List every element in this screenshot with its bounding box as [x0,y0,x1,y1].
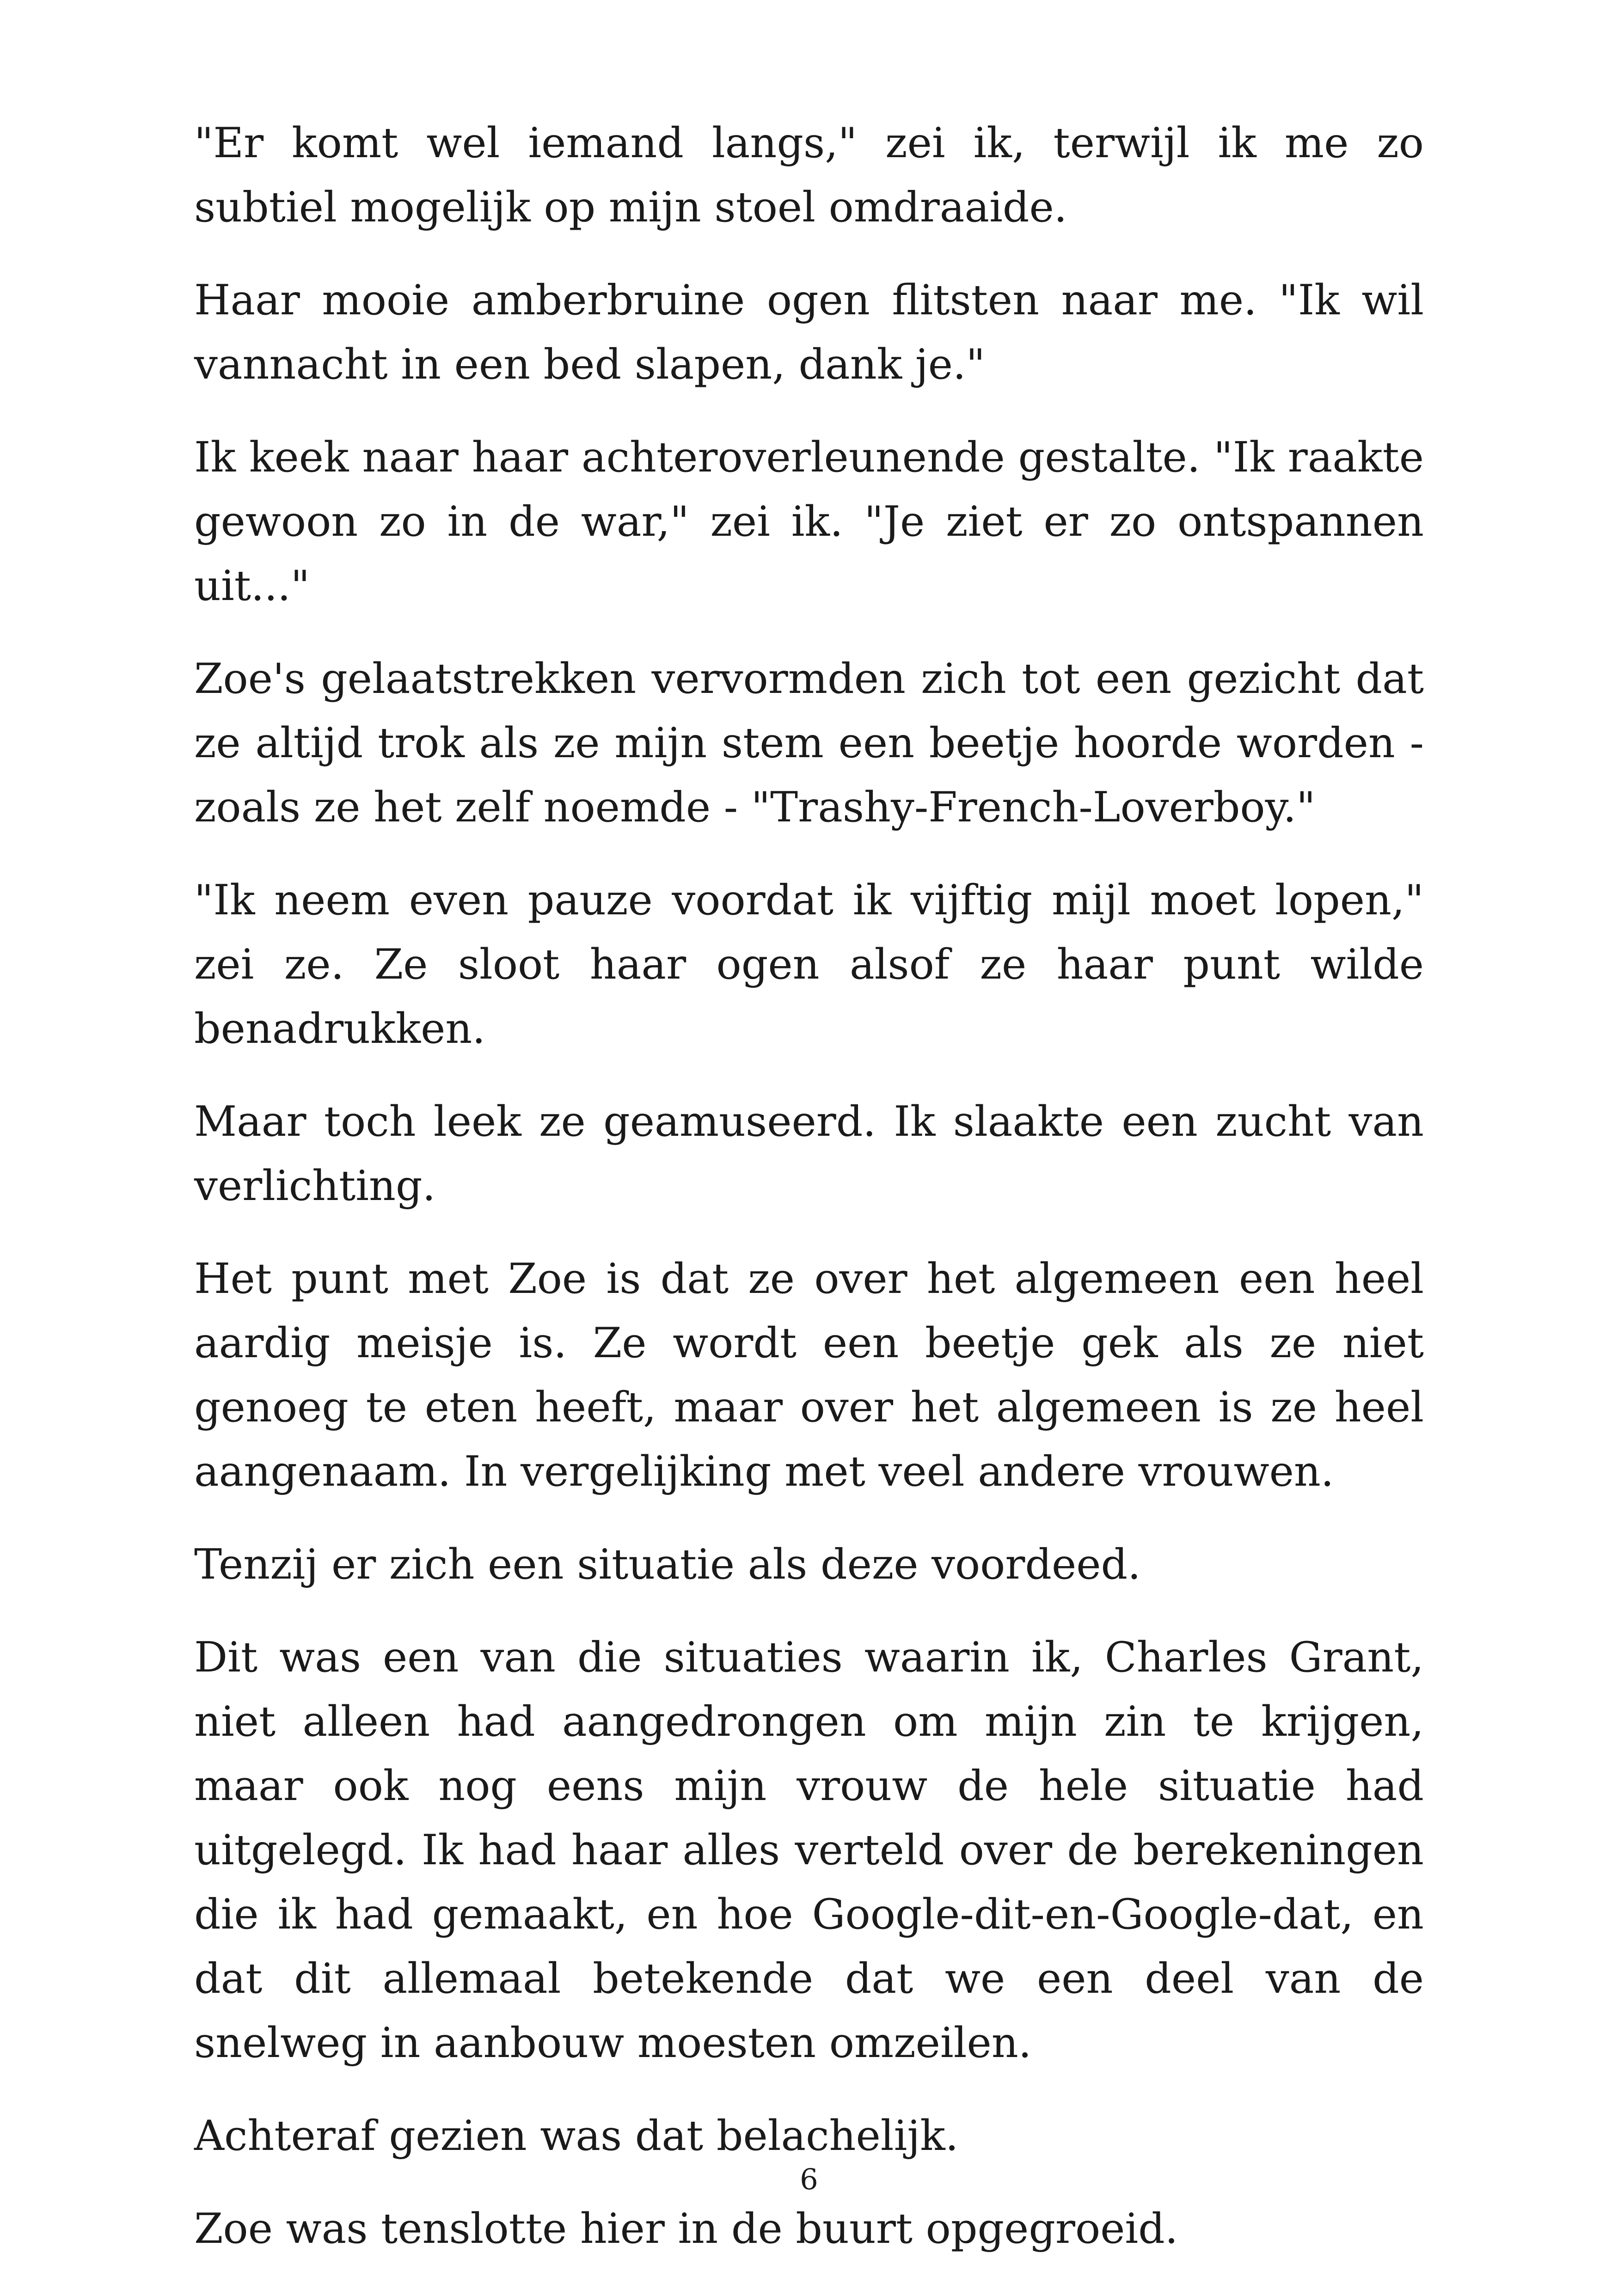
paragraph: Dit was een van die situaties waarin ik, Charles Grant, niet alleen had aangedrongen om mijn zin te krijgen, maar ook nog eens mijn vrouw de hele situatie had uitgelegd. Ik had haar alles verteld over de berekeningen die ik had gemaakt, en hoe Google-dit-en-Google-dat, en dat dit allemaal betekende dat we een deel van de snelweg in aanbouw moesten omzeilen. [194,1633,1424,2067]
paragraph: Zoe's gelaatstrekken vervormden zich tot een gezicht dat ze altijd trok als ze mijn stem een beetje hoorde worden - zoals ze het zelf noemde - "Trashy-French-Loverboy." [194,655,1424,832]
paragraph: "Ik neem even pauze voordat ik vijftig mijl moet lopen," zei ze. Ze sloot haar ogen alsof ze haar punt wilde benadrukken. [194,876,1424,1053]
paragraph: Achteraf gezien was dat belachelijk. [194,2112,959,2160]
paragraph: Ik keek naar haar achteroverleunende gestalte. "Ik raakte gewoon zo in de war," zei ik. "Je ziet er zo ontspannen uit..." [194,433,1424,610]
page-body [194,111,1424,2290]
page-number: 6 [800,2162,818,2196]
paragraph: "Er komt wel iemand langs," zei ik, terwijl ik me zo subtiel mogelijk op mijn stoel omdraaide. [194,119,1424,232]
paragraph: Zoe was tenslotte hier in de buurt opgegroeid. [194,2204,1178,2253]
paragraph: Maar toch leek ze geamuseerd. Ik slaakte een zucht van verlichting. [194,1097,1424,1210]
paragraph: Haar mooie amberbruine ogen flitsten naar me. "Ik wil vannacht in een bed slapen, dank je." [194,276,1424,389]
paragraph: Het punt met Zoe is dat ze over het algemeen een heel aardig meisje is. Ze wordt een beetje gek als ze niet genoeg te eten heeft, maar over het algemeen is ze heel aangenaam. In vergelijking met veel andere vrouwen. [194,1255,1424,1496]
paragraph: Tenzij er zich een situatie als deze voordeed. [194,1540,1141,1589]
